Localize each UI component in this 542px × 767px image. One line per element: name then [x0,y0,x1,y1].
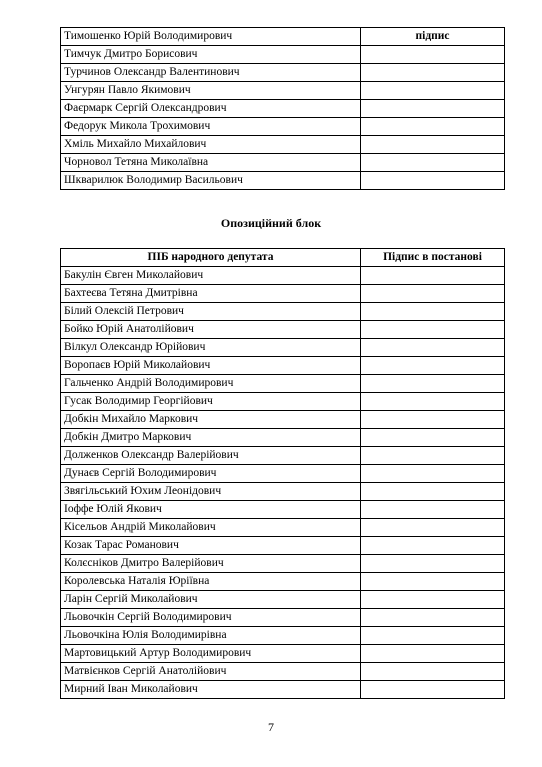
signature-cell [361,465,505,483]
signature-cell [361,627,505,645]
signature-cell [361,64,505,82]
signature-cell [361,501,505,519]
deputy-name-cell: Турчинов Олександр Валентинович [61,64,361,82]
table-row [61,447,505,465]
signature-cell [361,519,505,537]
section-title: Опозиційний блок [220,216,322,230]
table-row [61,555,505,573]
deputy-name-cell: Білий Олексій Петрович [61,303,361,321]
deputy-name-cell: Льовочкін Сергій Володимирович [61,609,361,627]
signature-cell [361,609,505,627]
table-row [61,46,505,64]
deputy-name-cell: Іоффе Юлій Якович [61,501,361,519]
deputy-name-cell: Ларін Сергій Миколайович [61,591,361,609]
table-row [61,82,505,100]
deputy-name-cell: Мирний Іван Миколайович [61,681,361,699]
signature-cell [361,645,505,663]
deputy-name-cell: Матвієнков Сергій Анатолійович [61,663,361,681]
signature-cell [361,172,505,190]
table-row [61,357,505,375]
signature-cell [361,681,505,699]
table-row [61,411,505,429]
deputy-name-cell: Бойко Юрій Анатолійович [61,321,361,339]
signature-cell [361,321,505,339]
deputy-name-cell: Козак Тарас Романович [61,537,361,555]
signature-cell [361,46,505,64]
deputy-name-cell: Фаєрмарк Сергій Олександрович [61,100,361,118]
table-row [61,172,505,190]
deputy-name-cell: Тимошенко Юрій Володимирович [61,28,361,46]
deputy-name-cell: Королевська Наталія Юріївна [61,573,361,591]
signature-cell [361,118,505,136]
signature-cell [361,555,505,573]
signature-cell [361,393,505,411]
deputy-name-cell: Мартовицький Артур Володимирович [61,645,361,663]
signature-cell [361,573,505,591]
table-row [61,303,505,321]
table-row [61,573,505,591]
table-row [61,537,505,555]
deputy-name-cell: Бахтеєва Тетяна Дмитрівна [61,285,361,303]
deputy-name-cell: Чорновол Тетяна Миколаївна [61,154,361,172]
signature-cell [361,285,505,303]
signature-cell [361,663,505,681]
deputy-name-cell: Гальченко Андрій Володимирович [61,375,361,393]
signature-cell [361,303,505,321]
signature-cell [361,154,505,172]
table-row [61,681,505,699]
signature-cell [361,591,505,609]
header-row [61,249,505,267]
signature-cell [361,339,505,357]
deputy-name-cell: Вілкул Олександр Юрійович [61,339,361,357]
signature-header: підпис [361,28,505,46]
table-row [61,663,505,681]
deputies-table-top-body [61,28,505,190]
deputy-name-cell: Звягільський Юхим Леонідович [61,483,361,501]
table-row [61,118,505,136]
opposition-deputies-table [60,248,505,699]
deputy-name-cell: Унгурян Павло Якимович [61,82,361,100]
column-header-name: ПІБ народного депутата [61,249,361,267]
table-row [61,465,505,483]
deputies-table-top [60,27,505,190]
table-row [61,339,505,357]
table-row [61,285,505,303]
deputy-name-cell: Долженков Олександр Валерійович [61,447,361,465]
deputy-name-cell: Тимчук Дмитро Борисович [61,46,361,64]
table-row [61,28,505,46]
table-row [61,154,505,172]
deputy-name-cell: Льовочкіна Юлія Володимирівна [61,627,361,645]
deputy-name-cell: Дунаєв Сергій Володимирович [61,465,361,483]
signature-cell [361,483,505,501]
deputy-name-cell: Федорук Микола Трохимович [61,118,361,136]
opposition-table-body [61,267,505,699]
table-row [61,321,505,339]
table-row [61,609,505,627]
deputy-name-cell: Шкварилюк Володимир Васильович [61,172,361,190]
signature-cell [361,100,505,118]
deputy-name-cell: Кісельов Андрій Миколайович [61,519,361,537]
deputy-name-cell: Добкін Дмитро Маркович [61,429,361,447]
table-row [61,429,505,447]
table-row [61,645,505,663]
deputy-name-cell: Колєсніков Дмитро Валерійович [61,555,361,573]
table-row [61,100,505,118]
table-row [61,267,505,285]
table-row [61,393,505,411]
deputy-name-cell: Воропаєв Юрій Миколайович [61,357,361,375]
table-row [61,591,505,609]
column-header-signature: Підпис в постанові [361,249,505,267]
table-row [61,501,505,519]
table-row [61,136,505,154]
signature-cell [361,82,505,100]
deputy-name-cell: Добкін Михайло Маркович [61,411,361,429]
signature-cell [361,136,505,154]
deputy-name-cell: Хміль Михайло Михайлович [61,136,361,154]
deputy-name-cell: Бакулін Євген Миколайович [61,267,361,285]
signature-cell [361,267,505,285]
signature-cell [361,411,505,429]
table-row [61,64,505,82]
page-number: 7 [268,720,274,734]
table-header [61,249,505,267]
deputy-name-cell: Гусак Володимир Георгійович [61,393,361,411]
signature-cell [361,357,505,375]
signature-cell [361,429,505,447]
signature-cell [361,375,505,393]
table-row [61,627,505,645]
signature-cell [361,447,505,465]
signature-cell [361,537,505,555]
table-row [61,519,505,537]
table-row [61,483,505,501]
table-row [61,375,505,393]
